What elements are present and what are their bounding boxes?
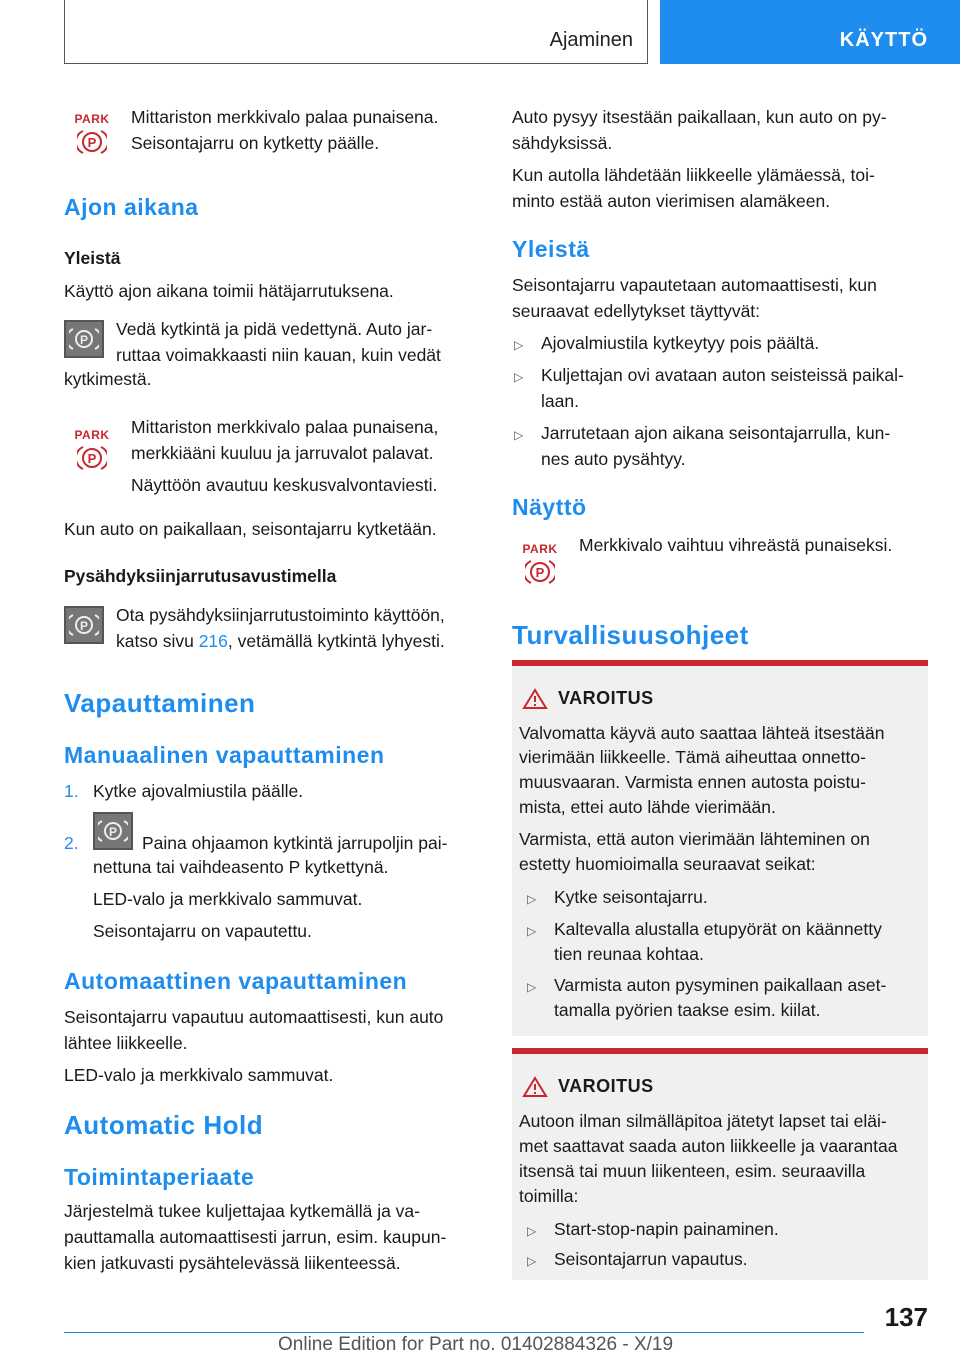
svg-text:P: P [79,619,89,633]
subheading-pysahdyksiin: Pysähdyksiinjarrutusavustimella [64,566,337,586]
header-chapter-tab [660,0,960,64]
auto-line-2: lähtee liikkeelle. [64,1033,188,1053]
warning-bar [512,660,928,666]
heading-toimintaperiaate: Toimintaperiaate [64,1164,255,1190]
svg-text:P: P [87,135,97,150]
warning-title: VAROITUS [558,688,654,708]
step-2-sub-1: LED-valo ja merkkivalo sammuvat. [93,889,363,909]
heading-automatic-hold: Automatic Hold [64,1110,264,1140]
bullet-icon: ▷ [527,1254,537,1268]
step-2-text-a: Paina ohjaamon kytkintä jarrupoljin pai- [142,833,448,853]
btn-text-line-2: ruttaa voimakkaasti niin kauan, kuin vedät [116,345,441,365]
warning-box-2 [512,1048,928,1280]
park2-line-3: Näyttöön avautuu keskusvalvontaviesti. [131,475,438,495]
toim-line-3: kien jatkuvasti pysähtelevässä liikenteessä. [64,1253,401,1273]
header-section-box [64,0,648,64]
pys-line-1: Ota pysähdyksiinjarrutustoiminto käyttöön, [116,605,445,625]
w2-p1-2: met saattavat saada auton liikkeelle ja vaarantaa [519,1136,898,1156]
step-2-number: 2. [64,833,79,853]
park-brake-warning-icon: PARK P [520,542,560,596]
heading-automaattinen: Automaattinen vapauttaminen [64,968,408,994]
w2-p1-4: toimilla: [519,1186,579,1206]
parking-brake-button-icon [64,606,104,644]
w1-b2b: tien reunaa kohtaa. [554,944,704,964]
w1-p1-2: vierimään liikkeelle. Tämä aiheuttaa onnetto- [519,747,866,767]
w1-b2a: Kaltevalla alustalla etupyörät on käännetty [554,919,882,939]
header-section-title: Ajaminen [549,29,633,51]
warning-box-1 [512,660,928,1036]
kun-autolla-2: minto estää auton vierimisen alamäkeen. [512,191,831,211]
w2-p1-1: Autoon ilman silmälläpitoa jätetyt lapset tai eläi- [519,1111,887,1131]
bullet-icon: ▷ [527,980,537,994]
w1-p1-1: Valvomatta käyvä auto saattaa lähteä itsestään [519,723,885,743]
yleista-text: Käyttö ajon aikana toimii hätäjarrutuksena. [64,281,394,301]
yleista-right-2: seuraavat edellytykset täyttyvät: [512,301,761,321]
header-chapter-title: KÄYTTÖ [839,29,928,51]
svg-text:P: P [79,333,89,347]
w1-b1: Kytke seisontajarru. [554,887,708,907]
park-text-line-2: Seisontajarru on kytketty päälle. [131,133,380,153]
bullet-icon: ▷ [514,370,524,384]
step-2-text-b: nettuna tai vaihdeasento P kytkettynä. [93,857,389,877]
condition-2a: Kuljettajan ovi avataan auton seisteissä paikal- [541,365,904,385]
w1-b3a: Varmista auton pysyminen paikallaan aset- [554,975,887,995]
bullet-icon: ▷ [527,1224,537,1238]
bullet-icon: ▷ [514,428,524,442]
heading-ajon-aikana: Ajon aikana [64,194,199,220]
toim-line-2: pauttamalla automaattisesti jarrun, esim. kaupun- [64,1227,447,1247]
toim-line-1: Järjestelmä tukee kuljettajaa kytkemällä ja va- [64,1201,420,1221]
warning-triangle-icon [522,1076,548,1098]
naytto-text: Merkkivalo vaihtuu vihreästä punaiseksi. [579,535,893,555]
condition-2b: laan. [541,391,579,411]
svg-text:P: P [108,825,118,839]
yleista-right-1: Seisontajarru vapautetaan automaattisesti, kun [512,275,877,295]
page-number: 137 [884,1302,928,1332]
step-2-sub-2: Seisontajarru on vapautettu. [93,921,312,941]
page-link-216[interactable]: 216 [198,631,228,651]
footer-edition: Online Edition for Part no. 01402884326 - X/19 [278,1334,674,1355]
park2-line-2: merkkiääni kuuluu ja jarruvalot palavat. [131,443,434,463]
svg-text:P: P [87,451,97,466]
park-brake-warning-icon: PARK P [72,428,112,482]
park2-line-1: Mittariston merkkivalo palaa punaisena, [131,417,439,437]
svg-text:P: P [535,565,545,580]
condition-3a: Jarrutetaan ajon aikana seisontajarrulla, kun- [541,423,891,443]
condition-3b: nes auto pysähtyy. [541,449,686,469]
kun-autolla-1: Kun autolla lähdetään liikkeelle ylämäessä, toi- [512,165,875,185]
warning-title: VAROITUS [558,1076,654,1096]
step-1-text: Kytke ajovalmiustila päälle. [93,781,304,801]
heading-naytto: Näyttö [512,494,587,520]
w1-p2-1: Varmista, että auton vierimään lähteminen on [519,829,870,849]
park-brake-warning-icon: PARK P [72,112,112,166]
heading-manuaalinen: Manuaalinen vapauttaminen [64,742,385,768]
auto-pysyy-2: sähdyksissä. [512,133,613,153]
bullet-icon: ▷ [527,924,537,938]
w2-p1-3: itsensä tai muun liikenteen, esim. seuraavilla [519,1161,866,1181]
parking-brake-button-icon [64,320,104,358]
w1-p2-2: estetty huomioimalla seuraavat seikat: [519,854,816,874]
bullet-icon: ▷ [514,338,524,352]
bullet-icon: ▷ [527,892,537,906]
auto-line-3: LED-valo ja merkkivalo sammuvat. [64,1065,334,1085]
auto-pysyy-1: Auto pysyy itsestään paikallaan, kun auto on py- [512,107,887,127]
subheading-yleista: Yleistä [64,248,121,268]
btn-text-line-1: Vedä kytkintä ja pidä vedettynä. Auto jar- [116,319,433,339]
w1-p1-4: mista, ettei auto lähde vierimään. [519,797,776,817]
condition-1: Ajovalmiustila kytkeytyy pois päältä. [541,333,820,353]
heading-vapauttaminen: Vapauttaminen [64,688,256,718]
auto-line-1: Seisontajarru vapautuu automaattisesti, kun auto [64,1007,444,1027]
w2-b1: Start-stop-napin painaminen. [554,1219,779,1239]
btn-text-line-3: kytkimestä. [64,369,152,389]
kun-auto-text: Kun auto on paikallaan, seisontajarru kytketään. [64,519,437,539]
step-1-number: 1. [64,781,79,801]
pys-line-2: katso sivu 216, vetämällä kytkintä lyhyesti. [116,631,445,651]
warning-triangle-icon [522,688,548,710]
heading-yleista-right: Yleistä [512,236,590,262]
heading-turvallisuusohjeet: Turvallisuusohjeet [512,620,749,650]
w2-b2: Seisontajarrun vapautus. [554,1249,748,1269]
park-text-line-1: Mittariston merkkivalo palaa punaisena. [131,107,439,127]
w1-b3b: tamalla pyörien taakse esim. kiilat. [554,1000,821,1020]
warning-bar [512,1048,928,1054]
parking-brake-button-icon [93,812,133,850]
footer-divider [64,1332,864,1333]
w1-p1-3: muusvaaran. Varmista ennen autosta poistu- [519,772,866,792]
